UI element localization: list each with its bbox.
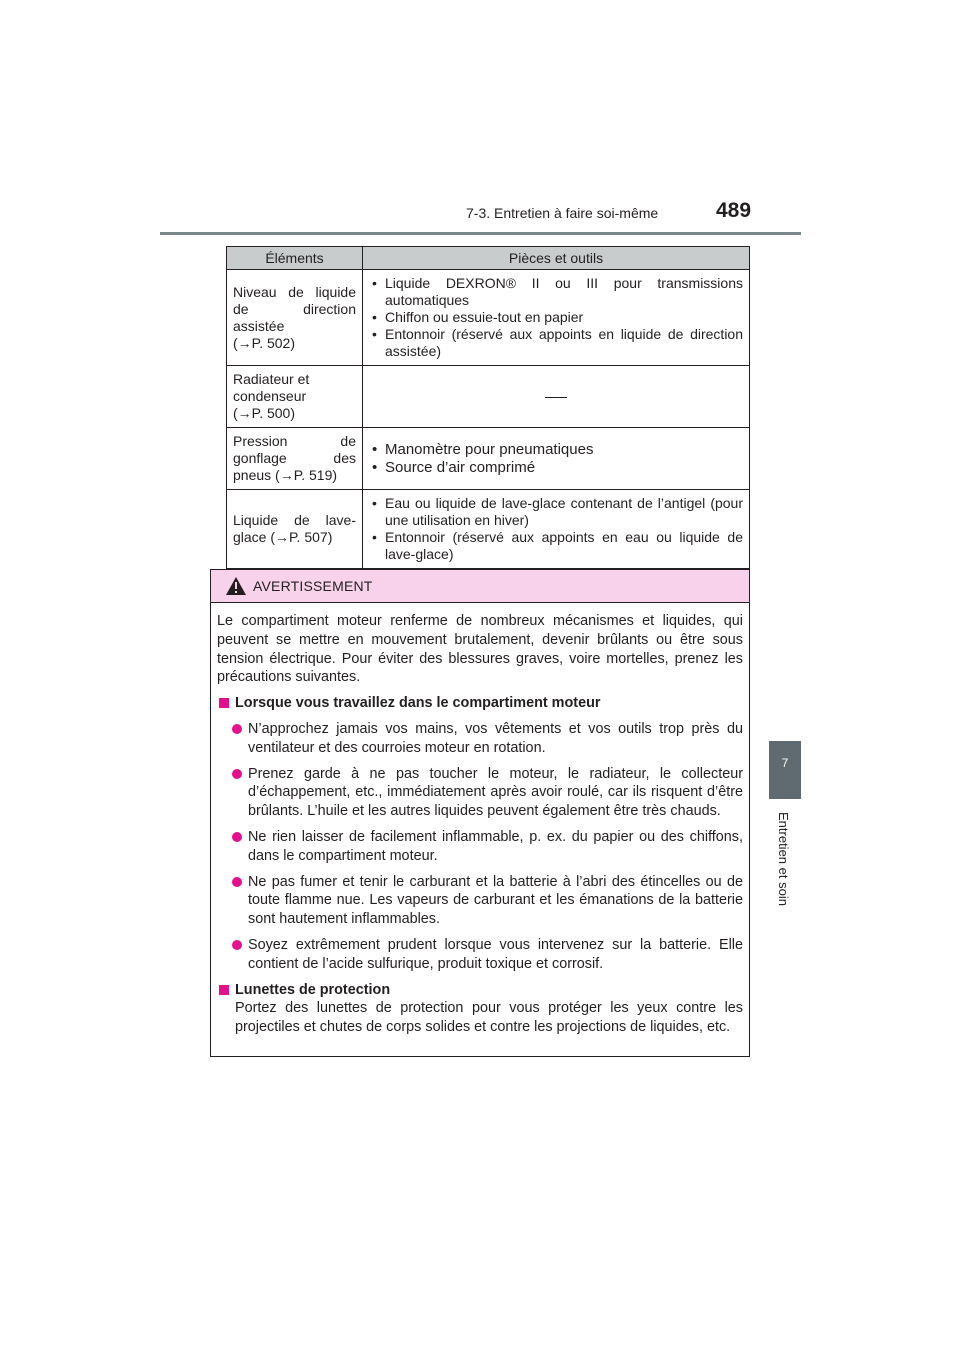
warning-body bbox=[211, 603, 749, 1037]
element-cell bbox=[227, 490, 363, 569]
round-bullet-icon bbox=[232, 877, 242, 887]
table-row bbox=[227, 366, 750, 428]
element-cell bbox=[227, 270, 363, 366]
element-line: glace (→P. 507) bbox=[233, 529, 333, 545]
tool-item: • Chiffon ou essuie-tout en papier bbox=[369, 309, 743, 326]
list-item bbox=[217, 936, 743, 974]
round-bullet-icon bbox=[232, 769, 242, 779]
element-line: gonflage des bbox=[233, 450, 356, 466]
tool-item: • Liquide DEXRON® II ou III pour transmissions automatiques bbox=[369, 275, 743, 309]
element-line: assistée bbox=[233, 317, 285, 334]
section-heading bbox=[217, 981, 743, 1000]
section-heading-text: Lorsque vous travaillez dans le compartiment moteur bbox=[235, 695, 601, 712]
element-line: Pression de bbox=[233, 433, 356, 449]
table-row bbox=[227, 270, 750, 366]
round-bullet-icon bbox=[232, 832, 242, 842]
list-item-text: Prenez garde à ne pas toucher le moteur, le radiateur, le collecteur d’échappement, etc., immédiatement après avoir roulé, car ils risquent d’être brûlants. L’huile et les autres liquides peuvent également être très chauds. bbox=[248, 765, 743, 820]
element-line: pneus (→P. 519) bbox=[233, 467, 338, 483]
tools-cell bbox=[363, 428, 750, 490]
element-line: Liquide de lave- bbox=[233, 512, 356, 528]
square-bullet-icon bbox=[219, 985, 229, 995]
table-header-row bbox=[227, 247, 750, 270]
element-line: Niveau de liquide bbox=[233, 283, 356, 300]
section-title: 7-3. Entretien à faire soi-même bbox=[466, 205, 659, 221]
page-number: 489 bbox=[716, 199, 752, 222]
section-heading-text: Lunettes de protection bbox=[235, 981, 391, 998]
list-item bbox=[217, 720, 743, 758]
element-cell bbox=[227, 428, 363, 490]
dash-mark bbox=[545, 397, 567, 398]
section-heading bbox=[217, 694, 743, 713]
warning-intro: Le compartiment moteur renferme de nombreux mécanismes et liquides, qui peuvent se mettre en mouvement brutalement, devenir brûlants ou être sous tension électrique. Pour éviter des blessures graves, voire mortelles, prenez les précautions suivantes. bbox=[217, 613, 743, 686]
tool-item: • Manomètre pour pneumatiques bbox=[369, 441, 743, 459]
parts-table bbox=[226, 246, 750, 569]
warning-title: AVERTISSEMENT bbox=[253, 578, 373, 594]
list-item bbox=[217, 765, 743, 821]
tools-cell-empty bbox=[363, 366, 750, 428]
tool-item: • Eau ou liquide de lave-glace contenant de l’antigel (pour une utilisation en hiver) bbox=[369, 495, 743, 529]
element-line: condenseur bbox=[233, 388, 307, 404]
tools-cell bbox=[363, 490, 750, 569]
table-row bbox=[227, 490, 750, 569]
warning-box bbox=[210, 569, 750, 1057]
warning-header bbox=[211, 570, 749, 603]
element-cell bbox=[227, 366, 363, 428]
list-item-text: Ne rien laisser de facilement inflammable, p. ex. du papier ou des chiffons, dans le compartiment moteur. bbox=[248, 828, 743, 864]
element-line: (→P. 500) bbox=[233, 405, 295, 421]
chapter-tab-number: 7 bbox=[781, 756, 789, 770]
list-item-text: Ne pas fumer et tenir le carburant et la batterie à l’abri des étincelles ou de toute flamme nue. Les vapeurs de carburant et les émanations de la batterie sont hautement inflammables. bbox=[248, 873, 743, 928]
element-line: (→P. 502) bbox=[233, 334, 295, 351]
tool-item: • Entonnoir (réservé aux appoints en eau ou liquide de lave-glace) bbox=[369, 529, 743, 563]
chapter-tab-label: Entretien et soin bbox=[776, 812, 791, 906]
list-item bbox=[217, 873, 743, 929]
warning-triangle-icon bbox=[225, 576, 247, 596]
element-line: Radiateur et bbox=[233, 371, 310, 387]
element-line: de direction bbox=[233, 300, 356, 317]
list-item-text: Soyez extrêmement prudent lorsque vous intervenez sur la batterie. Elle contient de l’acide sulfurique, produit toxique et corrosif. bbox=[248, 936, 743, 972]
header-divider bbox=[160, 232, 801, 235]
tool-item: • Source d’air comprimé bbox=[369, 459, 743, 477]
column-header-tools: Pièces et outils bbox=[363, 247, 750, 270]
tools-cell bbox=[363, 270, 750, 366]
tool-item: • Entonnoir (réservé aux appoints en liquide de direction assistée) bbox=[369, 326, 743, 360]
list-item-text: N’approchez jamais vos mains, vos vêtements et vos outils trop près du ventilateur et des courroies moteur en rotation. bbox=[248, 720, 743, 756]
table-row bbox=[227, 428, 750, 490]
list-item bbox=[217, 828, 743, 866]
square-bullet-icon bbox=[219, 698, 229, 708]
column-header-elements: Éléments bbox=[227, 247, 363, 270]
section-text: Portez des lunettes de protection pour vous protéger les yeux contre les projectiles et chutes de corps solides et contre les projections de liquides, etc. bbox=[235, 1000, 743, 1036]
round-bullet-icon bbox=[232, 940, 242, 950]
round-bullet-icon bbox=[232, 724, 242, 734]
